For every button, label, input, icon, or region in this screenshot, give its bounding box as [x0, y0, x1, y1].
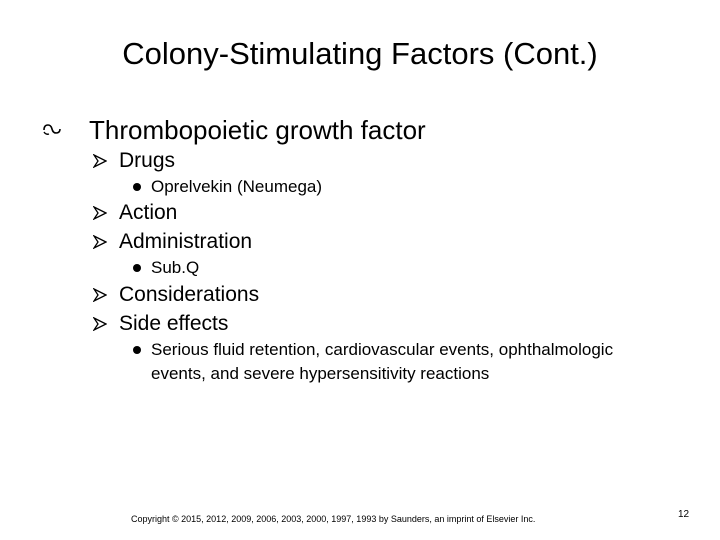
- sub-item-text: Oprelvekin (Neumega): [151, 177, 323, 196]
- arrow-bullet-icon: [93, 235, 107, 249]
- dot-bullet-icon: [133, 346, 141, 354]
- page-number: 12: [678, 509, 690, 520]
- arrow-bullet-icon: [93, 154, 107, 168]
- level1-bullet-icon: [42, 123, 62, 137]
- main-point: Thrombopoietic growth factor: [89, 115, 426, 145]
- list-item-label: Considerations: [119, 283, 260, 306]
- sub-item-text: Serious fluid retention, cardiovascular events, ophthalmologic events, and severe hypersensitivity reactions: [151, 340, 614, 383]
- dot-bullet-icon: [133, 264, 141, 272]
- list-item-label: Side effects: [119, 312, 229, 335]
- list-item-label: Drugs: [119, 149, 176, 172]
- list-item-label: Action: [119, 201, 178, 224]
- sub-item-text: Sub.Q: [151, 258, 200, 277]
- arrow-bullet-icon: [93, 317, 107, 331]
- arrow-bullet-icon: [93, 206, 107, 220]
- dot-bullet-icon: [133, 183, 141, 191]
- slide-title: Colony-Stimulating Factors (Cont.): [122, 36, 598, 71]
- arrow-bullet-icon: [93, 288, 107, 302]
- list-item-label: Administration: [119, 230, 253, 253]
- copyright-footer: Copyright © 2015, 2012, 2009, 2006, 2003, 2000, 1997, 1993 by Saunders, an imprint of Elsevier Inc.: [131, 514, 536, 524]
